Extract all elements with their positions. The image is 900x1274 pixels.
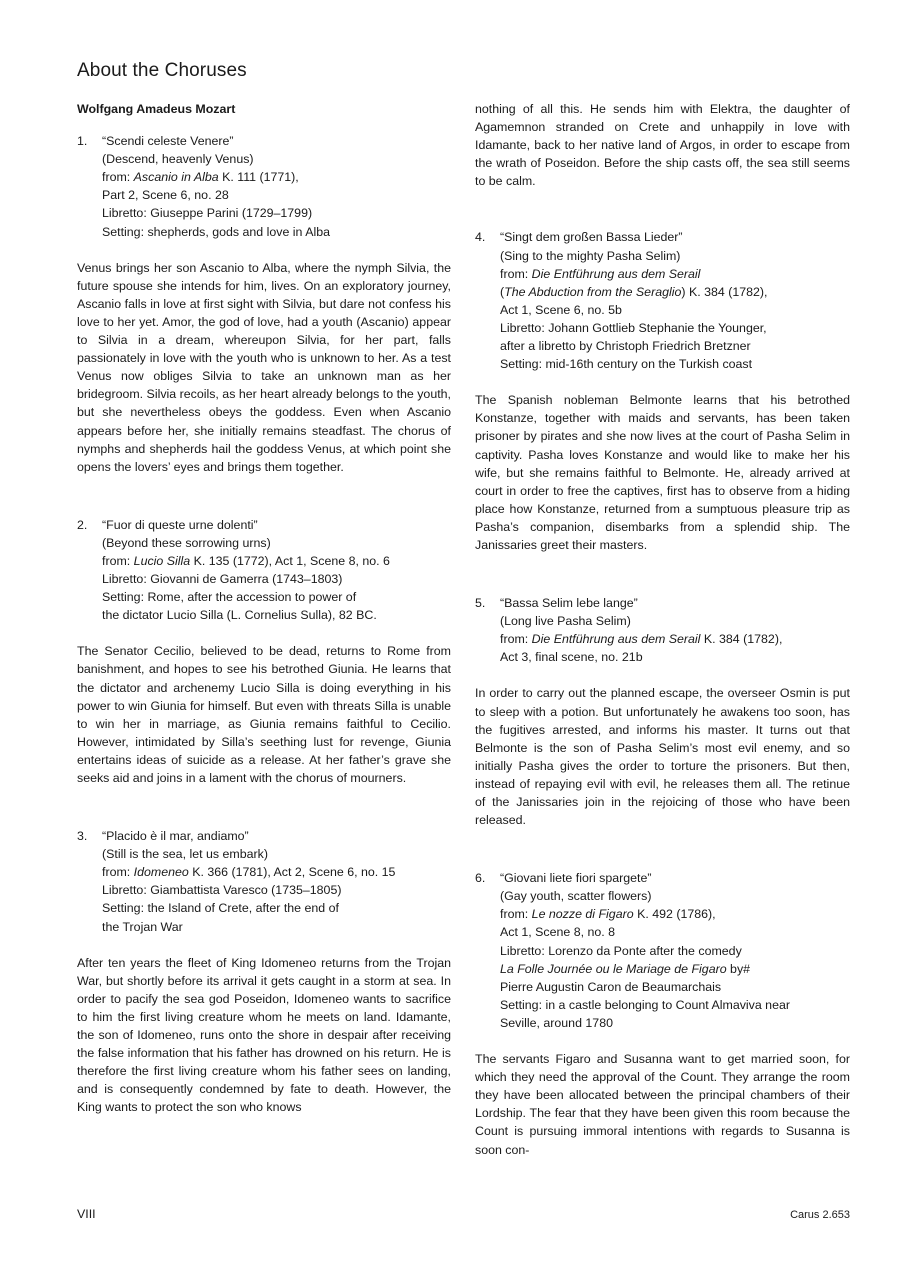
entry-description: Venus brings her son Ascanio to Alba, where the nymph Silvia, the future spouse she intends for him, lives. On an exploratory journey, Ascanio falls in love at first sight with Silvia, but dare not confess his love to her yet. Amor, the god of love, had a youth (Ascanio) appear to Silvia in a dream, whereupon Silvia, for her part, falls passionately in love with the youth who is unknown to her. As a test Venus now obliges Silvia to take an unknown man as her bridegroom. Silvia recoils, as her heart already belongs to the youth, but she nevertheless obeys the goddess. Even when Ascanio appears before her, she initially remains steadfast. The chorus of nymphs and shepherds hail the goddess Venus, at which point she opens the lovers’ eyes and brings them together.	[77, 260, 451, 474]
entry-translation: (Beyond these sorrowing urns)	[102, 535, 271, 550]
entry-source: from: Die Entführung aus dem Serail K. 384 (1782),	[500, 632, 783, 647]
entry-librettist: Libretto: Giovanni de Gamerra (1743–1803)	[102, 572, 343, 587]
entry-source: from: Lucio Silla K. 135 (1772), Act 1, Scene 8, no. 6	[102, 553, 390, 568]
entry-number: 6.	[475, 871, 486, 886]
entry-title: 3. “Placido è il mar, andiamo”	[77, 827, 451, 845]
entry-translation: (Sing to the mighty Pasha Selim)	[500, 248, 681, 263]
entry-title: 5. “Bassa Selim lebe lange”	[475, 594, 850, 612]
entry-librettist-cont: after a libretto by Christoph Friedrich Bretzner	[500, 339, 751, 354]
entry-source: from: Le nozze di Figaro K. 492 (1786),	[500, 907, 716, 922]
entry-source-english: (The Abduction from the Seraglio) K. 384 (1782),	[500, 284, 768, 299]
entry-translation: (Gay youth, scatter flowers)	[500, 889, 652, 904]
left-column	[77, 100, 451, 1117]
entry-detail: Part 2, Scene 6, no. 28	[102, 188, 229, 203]
entry-description: The Spanish nobleman Belmonte learns that his betrothed Konstanze, together with maids and servants, has been taken prisoner by pirates and she now lives at the court of Pasha Selim in captivity. Pasha loves Konstanze and would like to make her his wife, but she remains faithful to Belmonte. He, already arrived at court in order to free the captives, first has to observe from a hiding place how Konstanze, returned from a sumptuous pleasure trip as Pasha’s companion, disembarks from a splendid ship. The Janissaries greet their masters.	[475, 393, 850, 552]
entry-description-continued: nothing of all this. He sends him with Elektra, the daughter of Agamemnon stranded on Crete and unhappily in love with Idamante, back to her native land of Argos, in order to escape from the wrath of Poseidon. Before the ship casts off, the sea still seems to be calm.	[475, 102, 850, 189]
chorus-entry-3	[77, 827, 451, 936]
entry-detail: Act 1, Scene 8, no. 8	[500, 925, 616, 940]
entry-source: from: Idomeneo K. 366 (1781), Act 2, Scene 6, no. 15	[102, 865, 396, 880]
entry-setting: Setting: the Island of Crete, after the end of	[102, 901, 339, 916]
entry-detail: Act 1, Scene 6, no. 5b	[500, 302, 622, 317]
entry-setting-cont: the dictator Lucio Silla (L. Cornelius Sulla), 82 BC.	[102, 608, 377, 623]
entry-description: In order to carry out the planned escape, the overseer Osmin is put to sleep with a potion. But unfortunately he awakens too soon, has the fugitives arrested, and informs his master. It turns out that Belmonte is the son of Pasha Selim’s most evil enemy, and so initially Pasha gives the order to torture the prisoners. But then, instead of repaying evil with evil, he releases them all. The retinue of the Janissaries join in the rejoicing of those who have been released.	[475, 686, 850, 828]
entry-source: from: Die Entführung aus dem Serail	[500, 266, 701, 281]
entry-source: from: Ascanio in Alba K. 111 (1771),	[102, 170, 299, 185]
entry-title: 6. “Giovani liete fiori spargete”	[475, 869, 850, 887]
chorus-entry-4	[475, 228, 850, 373]
entry-setting-cont: Seville, around 1780	[500, 1015, 613, 1030]
chorus-entry-5	[475, 594, 850, 666]
entry-setting: Setting: in a castle belonging to Count Almaviva near	[500, 997, 790, 1012]
entry-number: 1.	[77, 134, 88, 149]
entry-librettist: Libretto: Giuseppe Parini (1729–1799)	[102, 206, 313, 221]
entry-source-play: La Folle Journée ou le Mariage de Figaro by#	[500, 961, 751, 976]
entry-number: 2.	[77, 517, 88, 532]
page-title: About the Choruses	[77, 60, 247, 81]
entry-setting: Setting: shepherds, gods and love in Alba	[102, 224, 331, 239]
entry-description: The Senator Cecilio, believed to be dead, returns to Rome from banishment, and hopes to see his betrothed Giunia. He learns that the dictator and archenemy Lucio Silla is doing everything in his power to win Giunia for himself. But even with threats Silla is unable to win her in marriage, as Giunia remains faithful to Cecilio. However, intimidated by Silla’s seething lust for revenge, Giunia entertains ideas of suicide as a release. At her father’s grave she seeks aid and joins in a lament with the chorus of mourners.	[77, 644, 451, 785]
entry-title: 2. “Fuor di queste urne dolenti”	[77, 516, 451, 534]
entry-description: After ten years the fleet of King Idomeneo returns from the Trojan War, but shortly before its arrival it gets caught in a storm at sea. In order to pacify the sea god Poseidon, Idomeneo wants to sacrifice to him the first living creature whom he meets on land. Idamante, the son of Idomeneo, runs onto the shore in despair after receiving the false information that his father has drowned on his return. He is therefore the first living creature whom his father sees on landing, and is consequently condemned by fate to death. However, the King wants to protect the son who knows	[77, 955, 451, 1115]
entry-detail: Act 3, final scene, no. 21b	[500, 650, 643, 665]
chorus-entry-1	[77, 132, 451, 241]
chorus-entry-6	[475, 869, 850, 1032]
entry-playwright: Pierre Augustin Caron de Beaumarchais	[500, 979, 722, 994]
page-number: VIII	[77, 1207, 96, 1221]
entry-title: 4. “Singt dem großen Bassa Lieder”	[475, 228, 850, 246]
composer-name: Wolfgang Amadeus Mozart	[77, 102, 236, 116]
entry-librettist: Libretto: Johann Gottlieb Stephanie the Younger,	[500, 320, 767, 335]
entry-number: 4.	[475, 230, 486, 245]
entry-number: 3.	[77, 829, 88, 844]
right-column	[475, 100, 850, 1159]
entry-number: 5.	[475, 596, 486, 611]
catalog-number: Carus 2.653	[790, 1209, 850, 1221]
entry-setting-cont: the Trojan War	[102, 919, 183, 934]
chorus-entry-2	[77, 516, 451, 625]
entry-description: The servants Figaro and Susanna want to get married soon, for which they need the approval of the Count. They arrange the room they have been allocated between the principal chambers of their Lordship. The fear that they have been given this room because the Count is pursuing immoral intentions with regards to Susanna is soon con-	[475, 1052, 850, 1157]
entry-translation: (Long live Pasha Selim)	[500, 614, 631, 629]
entry-translation: (Still is the sea, let us embark)	[102, 847, 268, 862]
entry-setting: Setting: mid-16th century on the Turkish coast	[500, 357, 753, 372]
entry-librettist: Libretto: Lorenzo da Ponte after the comedy	[500, 943, 742, 958]
entry-setting: Setting: Rome, after the accession to power of	[102, 590, 357, 605]
entry-librettist: Libretto: Giambattista Varesco (1735–1805)	[102, 883, 342, 898]
entry-title: 1. “Scendi celeste Venere”	[77, 132, 451, 150]
entry-translation: (Descend, heavenly Venus)	[102, 152, 254, 167]
